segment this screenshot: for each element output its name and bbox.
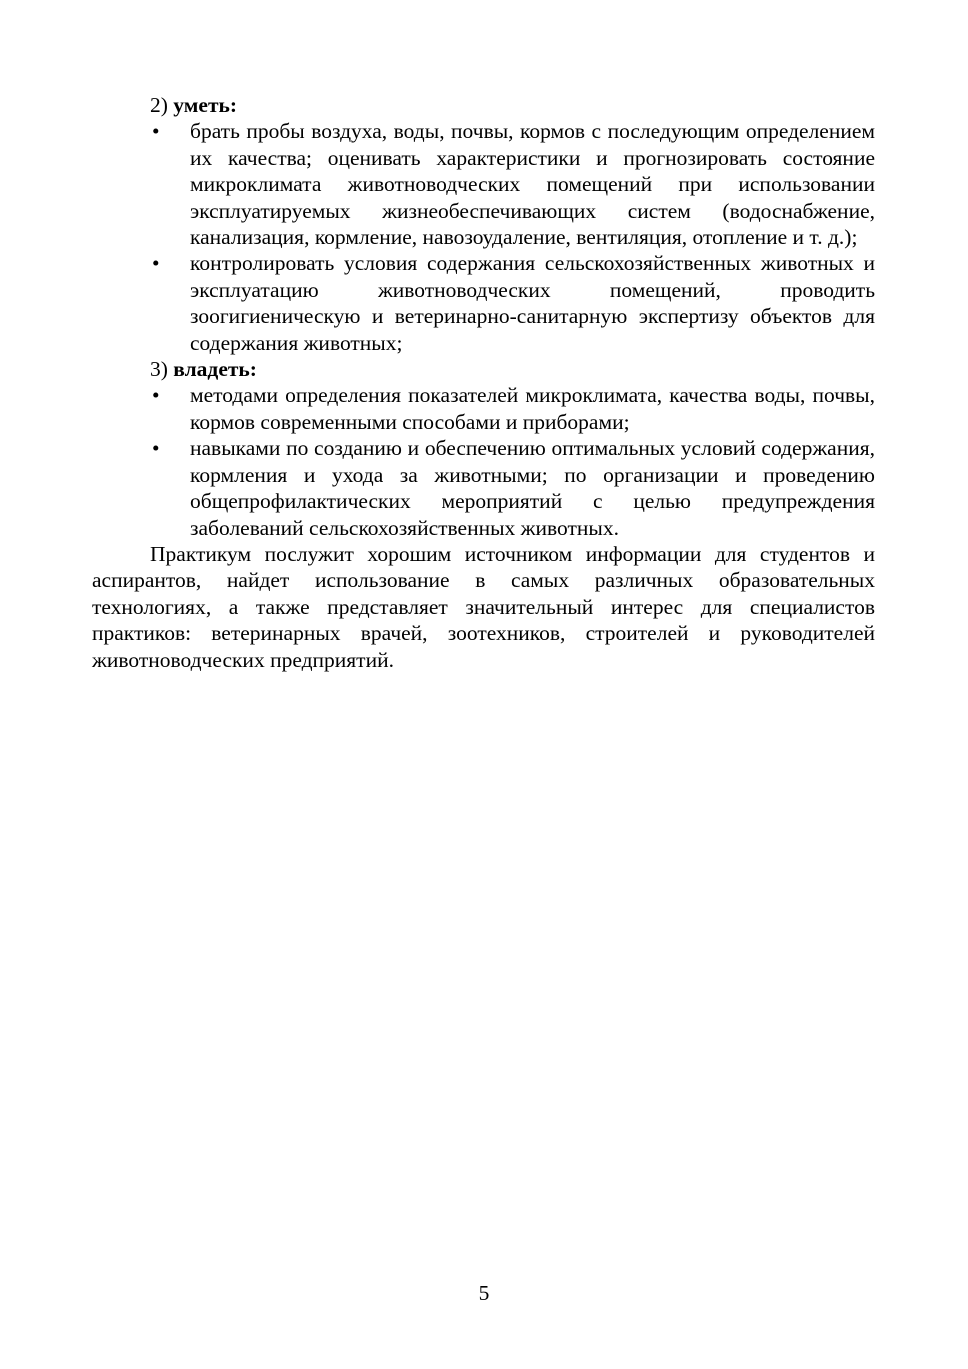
list-item — [92, 250, 875, 356]
section-title: владеть: — [173, 357, 257, 382]
list-item-text: методами определения показателей микроклимата, качества воды, почвы, кормов современными способами и приборами; — [190, 383, 875, 434]
page-number: 5 — [478, 1281, 490, 1305]
section-heading-vladet — [92, 356, 875, 382]
skills-list — [92, 118, 875, 356]
mastery-list — [92, 382, 875, 540]
bullet-icon: • — [152, 119, 160, 144]
bullet-icon: • — [152, 436, 160, 461]
list-item — [92, 118, 875, 250]
section-number: 2) — [150, 93, 168, 117]
document-page — [92, 92, 875, 673]
bullet-icon: • — [152, 251, 160, 276]
list-item — [92, 435, 875, 541]
list-item-text: брать пробы воздуха, воды, почвы, кормов с последующим определением их качества; оценивать характеристики и прогнозировать состояние микроклимата животноводческих помещений при использовании эксплуатируемых жизнеобеспечивающих систем (водоснабжение, канализация, кормление, навозоудаление, вентиляция, отопление и т. д.); — [190, 119, 875, 250]
list-item — [92, 382, 875, 435]
list-item-text: контролировать условия содержания сельскохозяйственных животных и эксплуатацию животноводческих помещений, проводить зоогигиеническую и ветеринарно-санитарную экспертизу объектов для содержания животных; — [190, 251, 875, 355]
section-title: уметь: — [173, 93, 238, 117]
bullet-icon: • — [152, 383, 160, 408]
list-item-text: навыками по созданию и обеспечению оптимальных условий содержания, кормления и ухода за животными; по организации и проведению общепрофилактических мероприятий с целью предупреждения заболеваний сельскохозяйственных животных. — [190, 436, 875, 540]
section-heading-umet — [92, 92, 875, 118]
closing-paragraph: Практикум послужит хорошим источником информации для студентов и аспирантов, найдет использование в самых различных образовательных технологиях, а также представляет значительный интерес для специалистов практиков: ветеринарных врачей, зоотехников, строителей и руководителей животноводческих предприятий. — [92, 541, 875, 672]
section-number: 3) — [150, 357, 168, 382]
